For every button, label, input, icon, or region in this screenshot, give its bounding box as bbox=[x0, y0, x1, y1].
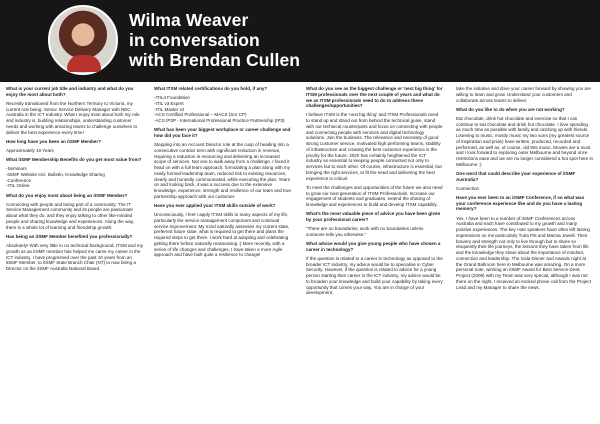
answer-paragraph: Approximately 10 Years bbox=[6, 147, 54, 153]
answer-paragraph: Yes, I have been to a number of itSMF Conferences across Australia and each have contributed to my growth and many positive experiences. The key note speakers have often left lasting impressions on me particularly Turia Pitt and Marina Jewell. Their bravery and strength not only to live through but to share so eloquently their life journeys, the lessons they have taken from life and the knowledge they share about the importance of mindset, connection and leadership. The Gala Dinner and Awards night at the Grand Ballroom here in Melbourne was amazing. On a more personal note, winning an itSMF Award for Best Service Desk Project (2008) with my Team was very special, although I was not there on the night, I received an excited phone call from the Project Lead and my Manager to share the news. bbox=[456, 215, 591, 290]
question-heading: Have you ever been to an itSMF Conference, if so what was your conference experience like and do you have a lasting memory? bbox=[456, 194, 585, 212]
profile-photo bbox=[48, 5, 118, 75]
answer-paragraph: "There are no boundaries, work with no boundaries unless someone tells you otherwise." bbox=[306, 226, 424, 237]
answer-paragraph: take the initiative and drive your career forward by showing you are willing to learn and grow. Understand your customers and collaborate across teams to deliver. bbox=[456, 86, 591, 103]
answer-paragraph: -ITIL4 Foundation -ITIL v3 Expert -ITIL Master v2 -ACS Certified Professional – MACS (Snr CP) -ACS IP3P - International Professional Practice Partnership (IP3) bbox=[154, 95, 285, 124]
title-line: Wilma Weaver bbox=[129, 10, 249, 30]
answer-paragraph: Recently transitioned from the Northern Territory to Victoria, my current role being: Senior Service Delivery Manager with NEC Australia in the ICT Industry. What I enjoy most about both my role and industry is, building relationships, understanding customer needs and working with amazing teams to challenge ourselves to deliver the best experience every time! bbox=[6, 100, 140, 135]
answer-paragraph: If the question is related to a career in technology as opposed to the broader ICT industry, my advice would be to specialise in Cyber Security. However, if the question is related to advice for a young person starting their career in the ICT industry, my advice would be to broaden your knowledge and build your capability by taking every opportunity that comes your way. You are in charge of your development, bbox=[306, 255, 443, 296]
text-column bbox=[456, 86, 593, 424]
question-heading: What's the most valuable piece of advice you have been given by your professional career? bbox=[306, 211, 441, 222]
question-heading: How long have you been an itSMF Member? bbox=[6, 138, 101, 144]
question-heading: What do you enjoy most about being an itSMF Member? bbox=[6, 192, 128, 198]
question-heading: Have you ever applied your ITSM skills outside of work? bbox=[154, 203, 276, 209]
answer-paragraph: Stepping into an Account Director role at the cusp of heading into a consecutive contract term with significant reduction in revenue, requiring a reduction in resourcing and delivering an increased scope of services. Not one to walk away from a challenge, I faced it head on with a full team approach, formulating a plan along with my newly formed leadership team, reduced risk to existing resources, clearly and honestly communicated, while executing the plan. Years on and looking back, it was a success due to the extensive knowledge, experience, strength and resilience of our team and true partnership approach with our customer. bbox=[154, 142, 291, 199]
question-heading: What do you like to do when you are not working? bbox=[456, 106, 565, 112]
answer-paragraph: I believe ITSM is the 'next big thing' and ITSM Professionals need to stand up and stand out from behind the technical guise, stand with our technical counterparts and focus on connecting with people and connecting people with services and digital technology solutions. Join the business. The relevance and necessity of good strong customer service, motivated high performing teams, stability of infrastructure and creating the best customer experience is the priority for the future. 2020 has certainly heightened the ICT industry as essential to keeping people connected not only to services but to each other. Of course, infrastructure is essential, but bringing the right services, to fit the need and delivering the best experience is critical. bbox=[306, 112, 443, 181]
question-heading: One word that could describe your experience of itSMF Australia? bbox=[456, 170, 576, 182]
answer-paragraph: Connection bbox=[456, 185, 480, 191]
answer-paragraph: Unconsciously, I feel I apply ITSM skills to many aspects of my life, particularly the service management component and continual service improvement. My mind naturally assesses my current state, preferred future state, what is required to get there and plans the required steps to get there. I work hard at adopting and celebrating getting there before naturally reassessing :) More recently, with a series of life changes and challenges, I have taken a more Agile approach and have built quite a resilience to change! bbox=[154, 212, 290, 258]
title-line: in conversation bbox=[129, 30, 260, 50]
text-column bbox=[306, 86, 443, 424]
text-column bbox=[6, 86, 143, 424]
answer-paragraph: Absolutely! With very little to no technical background, ITSM and my growth as an itSMF member has helped me carve my career in the ICT industry. I have progressed over the past 10 years from an itSMF Member, to itSMF State Branch Chair (NT) to now being a Director on the itSMF Australia National Board. bbox=[6, 243, 143, 272]
question-heading: Has being an itSMF Member benefited you professionally? bbox=[6, 233, 133, 239]
article-title bbox=[129, 10, 300, 70]
answer-paragraph: To meet the challenges and opportunities of the future we also need to grow our next generation of ITSM Professionals. Increase our engagement of students and graduates, extend the sharing of knowledge and experiences to build and develop ITSM capability. bbox=[306, 184, 443, 208]
article-body bbox=[0, 86, 600, 424]
header-banner bbox=[0, 0, 600, 82]
question-heading: What has been your biggest workplace or career challenge and how did you face it? bbox=[154, 127, 291, 139]
question-heading: What is your current job title and industry and what do you enjoy the most about both? bbox=[6, 86, 134, 97]
question-heading: What advice would you give young people who have chosen a career in technology? bbox=[306, 240, 441, 252]
answer-paragraph: Connecting with people and being part of a community. The IT Service Management community and its people are passionate about what they do, and they enjoy talking to other like-minded people and sharing knowledge and experiences. Along the way, there is a whole lot of learning and friendship growth. bbox=[6, 201, 135, 230]
title-line: with Brendan Cullen bbox=[129, 50, 301, 70]
question-heading: What itSMF Membership Benefits do you get most value from? bbox=[6, 157, 142, 163]
text-column bbox=[154, 86, 291, 424]
answer-paragraph: -Seminars -itSMF Website Incl. Bulletin, Knowledge Sharing -Conference -ITIL Online bbox=[6, 166, 105, 189]
answer-paragraph: Eat chocolate, drink hot chocolate and exercise so that I can continue to eat chocolate and drink hot chocolate. I love spending as much time as possible with family and catching up with friends. Listening to music, mostly music my two sons (my greatest source of inspiration and pride) have written, produced, recorded and performed, as well as, of course, old 80s music. Movies are a must and I look forward to exploring outer Melbourne and beyond once restrictions ease and we are no longer considered a hot spot here in Melbourne ;) bbox=[456, 115, 593, 167]
question-heading: What ITSM related certifications do you hold, if any? bbox=[154, 86, 268, 91]
question-heading: What do you see as the biggest challenge or 'next big thing' for ITSM professionals over the next couple of years and what do we as ITSM professionals need to do to address these challenges/opportunities? bbox=[306, 86, 443, 109]
